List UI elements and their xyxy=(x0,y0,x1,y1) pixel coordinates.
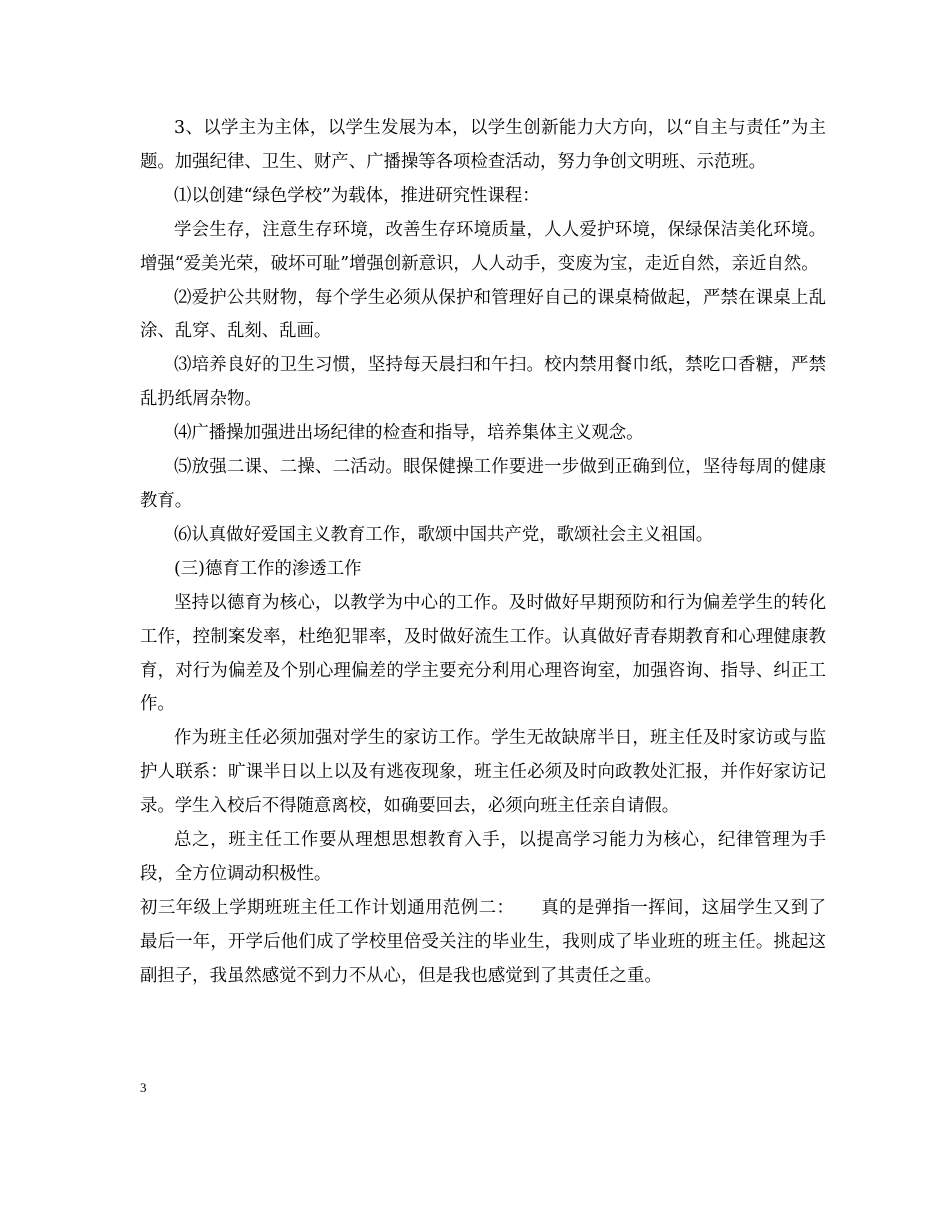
paragraph: ⑴以创建“绿色学校”为载体，推进研究性课程： xyxy=(174,185,540,206)
paragraph: ⑷广播操加强进出场纪律的检查和指导，培养集体主义观念。 xyxy=(174,423,644,444)
paragraph: ⑵爱护公共财物，每个学生必须从保护和管理好自己的课桌椅做起，严禁在课桌上乱涂、乱穿、乱刻、乱画。 xyxy=(140,287,826,342)
section-heading: (三)德育工作的渗透工作 xyxy=(174,558,362,579)
paragraph: ⑹认真做好爱国主义教育工作，歌颂中国共产党，歌颂社会主义祖国。 xyxy=(174,524,714,545)
paragraph: 初三年级上学期班班主任工作计划通用范例二： 真的是弹指一挥间，这届学生又到了最后一年，开学后他们成了学校里倍受关注的毕业生，我则成了毕业班的班主任。挑起这副担子，我虽然感觉不到力不从心，但是我也感觉到了其责任之重。 xyxy=(140,897,826,986)
page-number: 3 xyxy=(140,1080,147,1095)
paragraph: 总之，班主任工作要从理想思想教育入手，以提高学习能力为核心，纪律管理为手段，全方位调动积极性。 xyxy=(140,830,826,884)
paragraph: 3、以学主为主体，以学生发展为本，以学生创新能力大方向，以“自主与责任”为主题。加强纪律、卫生、财产、广播操等各项检查活动，努力争创文明班、示范班。 xyxy=(140,118,826,172)
document-body xyxy=(140,112,826,994)
paragraph: ⑶培养良好的卫生习惯，坚持每天晨扫和午扫。校内禁用餐巾纸，禁吃口香糖，严禁乱扔纸屑杂物。 xyxy=(140,355,826,410)
paragraph: 作为班主任必须加强对学生的家访工作。学生无故缺席半日，班主任及时家访或与监护人联系：旷课半日以上以及有逃夜现象，班主任必须及时向政教处汇报，并作好家访记录。学生入校后不得随意离校，如确要回去，必须向班主任亲自请假。 xyxy=(140,728,826,817)
paragraph: 坚持以德育为核心，以教学为中心的工作。及时做好早期预防和行为偏差学生的转化工作，控制案发率，杜绝犯罪率，及时做好流生工作。认真做好青春期教育和心理健康教育，对行为偏差及个别心理偏差的学主要充分利用心理咨询室，加强咨询、指导、纠正工作。 xyxy=(140,592,826,715)
paragraph: 学会生存，注意生存环境，改善生存环境质量，人人爱护环境，保绿保洁美化环境。增强“爱美光荣，破坏可耻”增强创新意识，人人动手，变废为宝，走近自然，亲近自然。 xyxy=(140,219,826,274)
paragraph: ⑸放强二课、二操、二活动。眼保健操工作要进一步做到正确到位，坚待每周的健康教育。 xyxy=(140,457,826,511)
